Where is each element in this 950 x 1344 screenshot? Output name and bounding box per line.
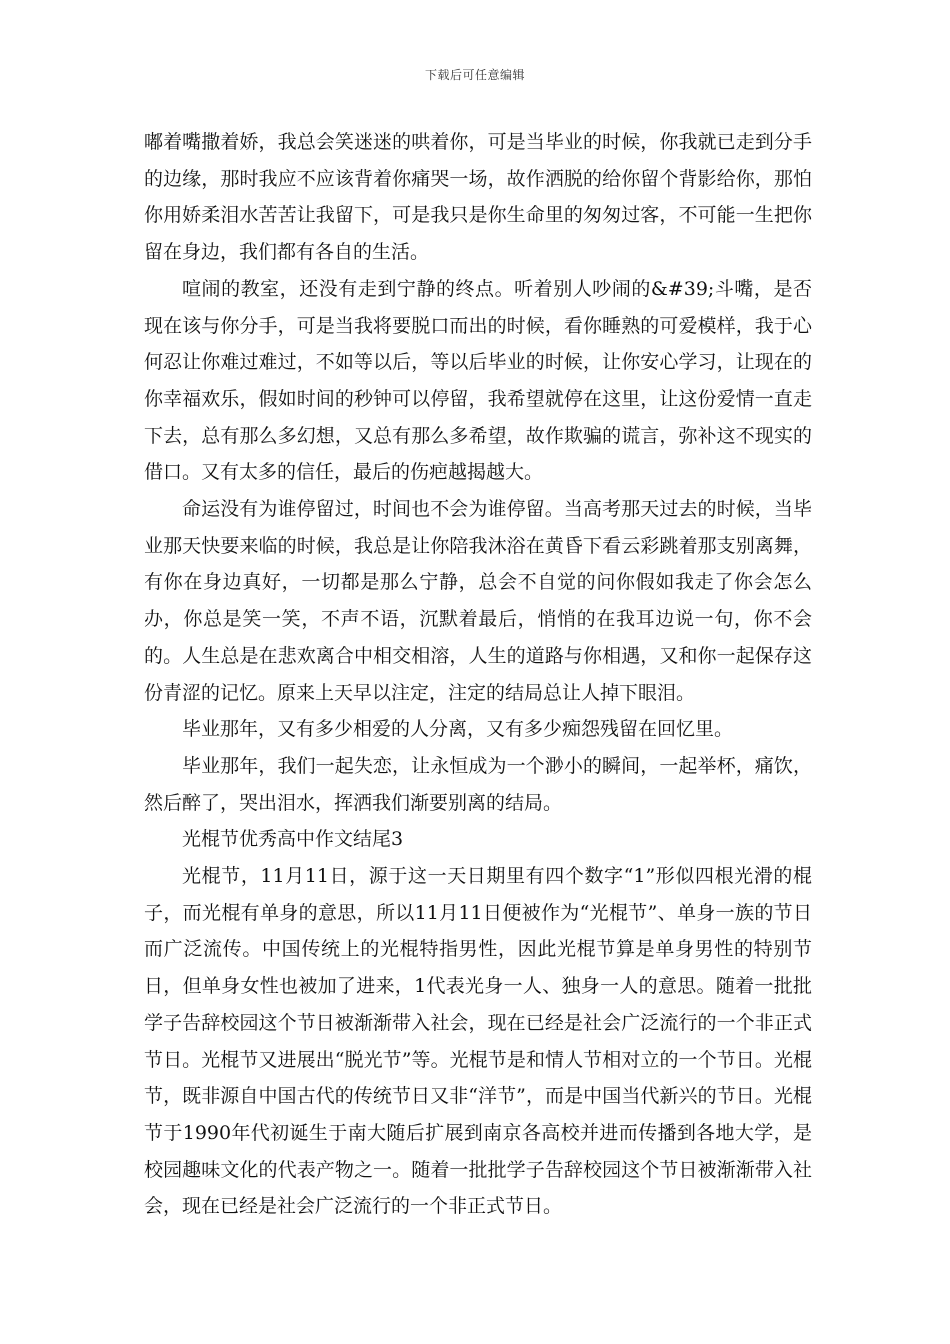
paragraph-continued: 嘟着嘴撒着娇，我总会笑迷迷的哄着你，可是当毕业的时候，你我就已走到分手的边缘，那时我应不应该背着你痛哭一场，故作洒脱的给你留个背影给你，那怕你用娇柔泪水苦苦让我留下，可是我只是你生命里的匆匆过客，不可能一生把你留在身边，我们都有各自的生活。 bbox=[144, 131, 812, 264]
paragraph: 光棍节，11月11日，源于这一天日期里有四个数字“1”形似四根光滑的棍子，而光棍有单身的意思，所以11月11日便被作为“光棍节”、单身一族的节日而广泛流传。中国传统上的光棍特指男性，因此光棍节算是单身男性的特别节日，但单身女性也被加了进来，1代表光身一人、独身一人的意思。随着一批批学子告辞校园这个节日被渐渐带入社会，现在已经是社会广泛流行的一个非正式节日。光棍节又进展出“脱光节”等。光棍节是和情人节相对立的一个节日。光棍节，既非源自中国古代的传统节日又非“洋节”，而是中国当代新兴的节日。光棍节于1990年代初诞生于南大随后扩展到南京各高校并进而传播到各地大学，是校园趣味文化的代表产物之一。随着一批批学子告辞校园这个节日被渐渐带入社会，现在已经是社会广泛流行的一个非正式节日。 bbox=[144, 865, 812, 1218]
document-body bbox=[144, 124, 812, 1225]
paragraph: 命运没有为谁停留过，时间也不会为谁停留。当高考那天过去的时候，当毕业那天快要来临的时候，我总是让你陪我沐浴在黄昏下看云彩跳着那支别离舞，有你在身边真好，一切都是那么宁静，总会不自觉的问你假如我走了你会怎么办，你总是笑一笑，不声不语，沉默着最后，悄悄的在我耳边说一句，你不会的。人生总是在悲欢离合中相交相溶，人生的道路与你相遇，又和你一起保存这份青涩的记忆。原来上天早以注定，注定的结局总让人掉下眼泪。 bbox=[144, 498, 812, 704]
section-title: 光棍节优秀高中作文结尾3 bbox=[182, 828, 404, 851]
paragraph: 毕业那年，我们一起失恋，让永恒成为一个渺小的瞬间，一起举杯，痛饮，然后醉了，哭出泪水，挥洒我们渐要别离的结局。 bbox=[144, 754, 812, 814]
paragraph: 毕业那年，又有多少相爱的人分离，又有多少痴怨残留在回忆里。 bbox=[182, 718, 734, 741]
paragraph: 喧闹的教室，还没有走到宁静的终点。听着别人吵闹的&#39;斗嘴，是否现在该与你分手，可是当我将要脱口而出的时候，看你睡熟的可爱模样，我于心何忍让你难过难过，不如等以后，等以后毕业的时候，让你安心学习，让现在的你幸福欢乐，假如时间的秒钟可以停留，我希望就停在这里，让这份爱情一直走下去，总有那么多幻想，又总有那么多希望，故作欺骗的谎言，弥补这不现实的借口。又有太多的信任，最后的伤疤越揭越大。 bbox=[144, 277, 812, 484]
page-header: 下载后可任意编辑 bbox=[424, 68, 525, 82]
